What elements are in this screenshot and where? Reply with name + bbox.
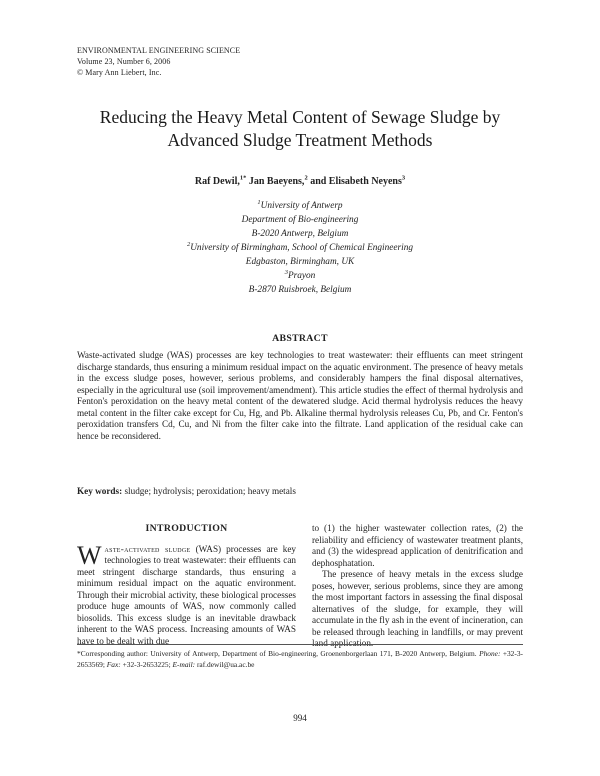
intro-paragraph-2: to (1) the higher wastewater collection rates, (2) the reliability and efficiency of wastewater treatment plants, and (3) the widespread application of denitrification and dephosphatation. (312, 523, 523, 568)
affiliation-text: University of Birmingham, School of Chemical Engineering (190, 243, 414, 253)
fax-number: +32-3-2653225; (120, 660, 173, 669)
page-number: 994 (293, 713, 307, 723)
section-heading-introduction: INTRODUCTION (145, 523, 228, 534)
right-column (312, 523, 523, 650)
drop-cap: W (77, 540, 102, 570)
intro-paragraph-1 (77, 540, 296, 648)
title-line-1: Reducing the Heavy Metal Content of Sewage Sludge by (99, 107, 501, 127)
keywords-label: Key words: (77, 486, 123, 496)
affiliation-line (100, 241, 500, 255)
email-address[interactable]: raf.dewil@ua.ac.be (195, 660, 255, 669)
author-3-mark: 3 (401, 174, 406, 182)
author-2: Jan Baeyens, (246, 176, 305, 187)
email-label: E-mail: (172, 660, 196, 669)
author-3: and Elisabeth Neyens (307, 176, 402, 187)
author-2-mark: 2 (304, 174, 308, 182)
journal-header (77, 45, 240, 78)
keywords (77, 486, 523, 496)
affiliation-mark: 1 (257, 198, 261, 206)
abstract-text: Waste-activated sludge (WAS) processes are key technologies to treat wastewater: their effluents can meet stringent discharge standards, thus ensuring a minimum residual impact on the aquatic environment. The presence of heavy metals in the excess sludge poses, however, serious problems, and considerably hampers the final disposal alternatives, especially in the agricultural use (soil improvement/amendment). This article studies the effect of thermal hydrolysis and Fenton's peroxidation on the heavy metal content of the dewatered sludge. Acid thermal hydrolysis reduces the heavy metal content in the filter cake except for Cu, Hg, and Pb. Alkaline thermal hydrolysis releases Cu, Pb, and Cr. Fenton's peroxidation transfers Cd, Cu, and Ni from the filter cake into the filtrate. Land application of the residual cake can hence be reconsidered. (77, 350, 523, 441)
intro-smallcaps: aste-activated sludge (104, 543, 191, 554)
affiliation-line: Department of Bio-engineering (241, 215, 359, 225)
author-1-mark: 1* (239, 174, 247, 182)
affiliation-mark: 2 (186, 240, 191, 248)
journal-volume: Volume 23, Number 6, 2006 (77, 57, 171, 66)
phone-label: Phone: (479, 649, 501, 658)
keywords-text: sludge; hydrolysis; peroxidation; heavy metals (122, 486, 296, 496)
affiliation-line: Edgbaston, Birmingham, UK (245, 257, 355, 267)
phone-number: +32-3-2653569; (77, 649, 523, 669)
affiliation-line (100, 199, 500, 213)
affiliation-line: B-2020 Antwerp, Belgium (251, 229, 349, 239)
journal-name: ENVIRONMENTAL ENGINEERING SCIENCE (77, 46, 241, 55)
abstract-heading: ABSTRACT (272, 333, 328, 344)
affiliation-text: Prayon (287, 271, 316, 281)
corresponding-author-footnote (77, 648, 523, 670)
title-line-2: Advanced Sludge Treatment Methods (167, 130, 433, 150)
author-list (0, 176, 600, 187)
fax-label: Fax: (106, 660, 121, 669)
affiliations (100, 199, 500, 297)
footnote-divider (77, 644, 523, 645)
author-1: Raf Dewil, (194, 176, 240, 187)
journal-copyright: © Mary Ann Liebert, Inc. (77, 68, 162, 77)
paper-title (60, 106, 540, 152)
affiliation-line: B-2870 Ruisbroek, Belgium (248, 285, 352, 295)
affiliation-mark: 3 (284, 268, 288, 276)
intro-paragraph-3: The presence of heavy metals in the excess sludge poses, however, serious problems, since they are among the most important factors in assessing the final disposal alternatives of the sludge, for example, they will accumulate in the fly ash in the event of incineration, can be released through leaching in landfills, or may prevent land application. (312, 569, 523, 649)
left-column (77, 523, 296, 647)
intro-paragraph-text: (WAS) processes are key technologies to treat wastewater: their effluents can meet stringent discharge standards, thus ensuring a minimum residual impact on the aquatic environment. Through their microbial activity, these biological processes produce huge amounts of WAS, now commonly called biosolids. This excess sludge is an inevitable drawback inherent to the WAS process. Increasing amounts of WAS have to be dealt with due (77, 543, 296, 646)
affiliation-line (100, 269, 500, 283)
footnote-text: *Corresponding author: University of Antwerp, Department of Bio-engineering, Groenenborgerlaan 171, B-2020 Antwerp, Belgium. (77, 649, 480, 658)
affiliation-text: University of Antwerp (260, 201, 343, 211)
